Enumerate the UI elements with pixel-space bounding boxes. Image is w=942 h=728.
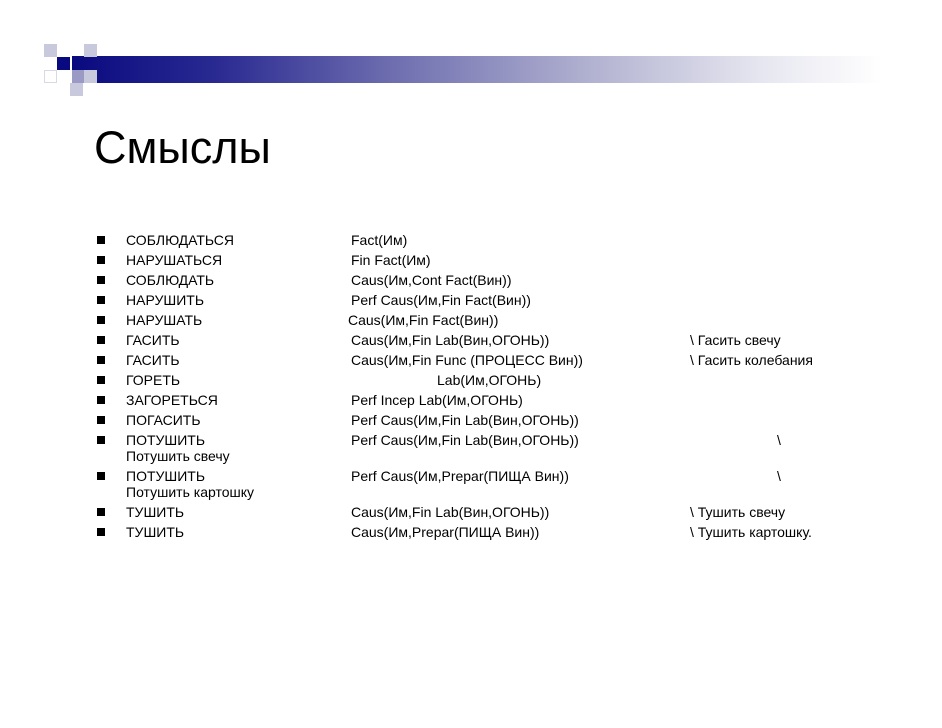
- list-item: [0, 271, 942, 289]
- formula-text: Perf Incep Lab(Им,ОГОНЬ): [351, 392, 523, 408]
- bullet-square-icon: [97, 472, 105, 480]
- formula-text: Caus(Им,Fin Func (ПРОЦЕСС Вин)): [351, 352, 583, 368]
- verb-label: НАРУШИТЬ: [126, 292, 205, 308]
- verb-label: СОБЛЮДАТЬ: [126, 272, 215, 288]
- list-item: [0, 231, 942, 249]
- slide-title: Смыслы: [94, 122, 271, 173]
- formula-text: Perf Caus(Им,Fin Lab(Вин,ОГОНЬ)): [351, 432, 579, 448]
- example-note: \ Гасить колебания: [690, 352, 813, 368]
- list-item: [0, 251, 942, 269]
- example-note: \ Тушить свечу: [690, 504, 786, 520]
- example-note: \ Тушить картошку.: [690, 524, 812, 540]
- verb-label: ГАСИТЬ: [126, 352, 180, 368]
- verb-label: ГАСИТЬ: [126, 332, 180, 348]
- verb-label: ПОГАСИТЬ: [126, 412, 201, 428]
- list-item: [0, 291, 942, 309]
- list-item: [0, 331, 942, 349]
- formula-text: Perf Caus(Им,Prepar(ПИЩА Вин)): [351, 468, 569, 484]
- verb-label: ПОТУШИТЬ: [126, 432, 206, 448]
- example-note: \: [777, 468, 781, 484]
- bullet-square-icon: [97, 356, 105, 364]
- verb-label: ТУШИТЬ: [126, 504, 185, 520]
- list-item: [0, 391, 942, 409]
- verb-label: ГОРЕТЬ: [126, 372, 181, 388]
- bullet-square-icon: [97, 236, 105, 244]
- formula-text: Lab(Им,ОГОНЬ): [437, 372, 542, 388]
- bullet-square-icon: [97, 508, 105, 516]
- example-continuation: Потушить свечу: [126, 448, 230, 464]
- verb-label: НАРУШАТЬ: [126, 312, 203, 328]
- list-item: [0, 503, 942, 521]
- bullet-square-icon: [97, 336, 105, 344]
- list-item: [0, 311, 942, 329]
- list-item: [0, 351, 942, 369]
- list-item: [0, 411, 942, 429]
- formula-text: Perf Caus(Им,Fin Fact(Вин)): [351, 292, 531, 308]
- bullet-square-icon: [97, 316, 105, 324]
- formula-text: Fact(Им): [351, 232, 408, 248]
- formula-text: Caus(Им,Cont Fact(Вин)): [351, 272, 512, 288]
- bullet-square-icon: [97, 296, 105, 304]
- verb-label: НАРУШАТЬСЯ: [126, 252, 223, 268]
- example-note: \: [777, 432, 781, 448]
- bullet-square-icon: [97, 376, 105, 384]
- example-continuation: Потушить картошку: [126, 484, 255, 500]
- formula-text: Caus(Им,Fin Lab(Вин,ОГОНЬ)): [351, 504, 550, 520]
- formula-text: Caus(Им,Fin Fact(Вин)): [348, 312, 499, 328]
- formula-text: Caus(Им,Prepar(ПИЩА Вин)): [351, 524, 540, 540]
- list-item: [0, 371, 942, 389]
- verb-label: ЗАГОРЕТЬСЯ: [126, 392, 218, 408]
- example-note: \ Гасить свечу: [690, 332, 781, 348]
- verb-label: СОБЛЮДАТЬСЯ: [126, 232, 234, 248]
- formula-text: Perf Caus(Им,Fin Lab(Вин,ОГОНЬ)): [351, 412, 579, 428]
- bullet-square-icon: [97, 256, 105, 264]
- verb-label: ТУШИТЬ: [126, 524, 185, 540]
- formula-text: Fin Fact(Им): [351, 252, 431, 268]
- list-item: [0, 523, 942, 541]
- bullet-square-icon: [97, 416, 105, 424]
- bullet-square-icon: [97, 396, 105, 404]
- bullet-square-icon: [97, 276, 105, 284]
- formula-text: Caus(Им,Fin Lab(Вин,ОГОНЬ)): [351, 332, 550, 348]
- bullet-square-icon: [97, 436, 105, 444]
- bullet-square-icon: [97, 528, 105, 536]
- verb-label: ПОТУШИТЬ: [126, 468, 206, 484]
